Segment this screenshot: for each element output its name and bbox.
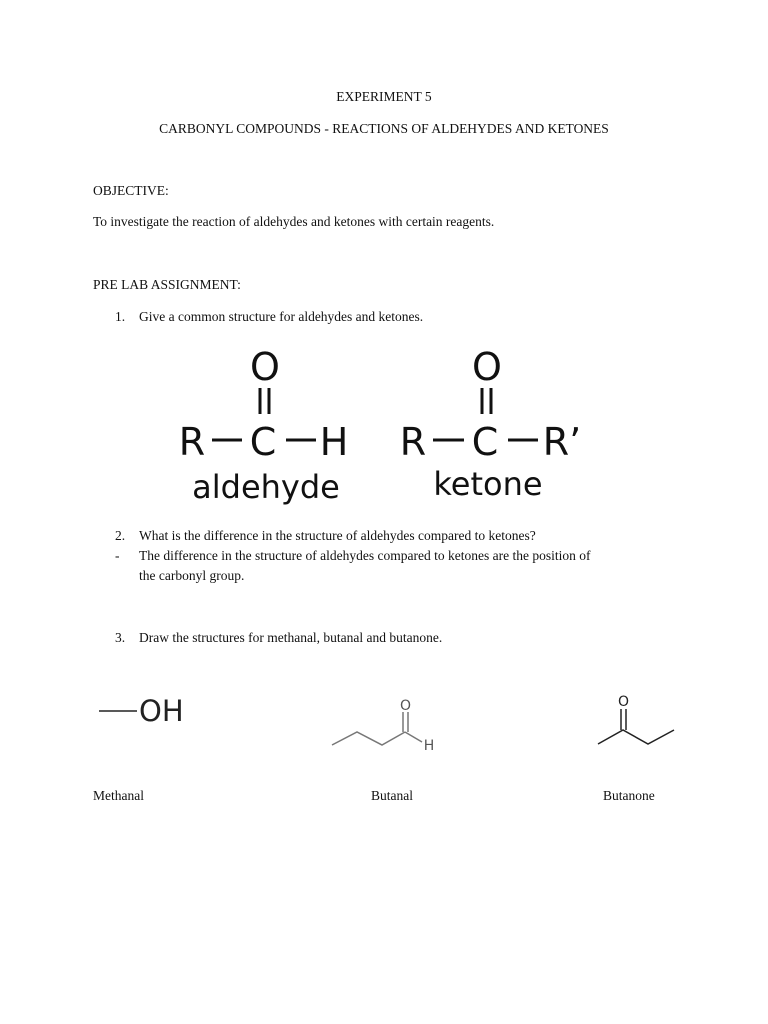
butanal-oxygen: O bbox=[399, 698, 412, 714]
aldehyde-carbon: C bbox=[249, 420, 277, 464]
answer-2-bullet: - bbox=[115, 548, 120, 563]
ketone-r-group: R bbox=[399, 420, 427, 464]
document-title: CARBONYL COMPOUNDS - REACTIONS OF ALDEHYDES AND KETONES bbox=[159, 121, 609, 136]
question-2-number: 2. bbox=[115, 528, 126, 543]
butanal-hydrogen: H bbox=[423, 738, 435, 754]
prelab-heading: PRE LAB ASSIGNMENT: bbox=[93, 277, 241, 292]
ketone-oxygen: O bbox=[472, 345, 502, 389]
butanone-structure bbox=[590, 690, 690, 750]
aldehyde-oxygen: O bbox=[250, 345, 280, 389]
butanal-bond-ch bbox=[405, 732, 422, 742]
ketone-structure bbox=[400, 345, 581, 503]
answer-2-line-2: the carbonyl group. bbox=[139, 568, 245, 583]
butanal-structure bbox=[325, 692, 445, 757]
methanal-structure bbox=[95, 690, 205, 735]
question-3-text: Draw the structures for methanal, butanal and butanone. bbox=[139, 630, 443, 645]
experiment-number: EXPERIMENT 5 bbox=[336, 89, 432, 104]
question-1-number: 1. bbox=[115, 309, 126, 324]
butanal-label: Butanal bbox=[371, 788, 413, 803]
butanone-oxygen: O bbox=[617, 694, 630, 710]
butanal-chain bbox=[332, 732, 405, 745]
objective-heading: OBJECTIVE: bbox=[93, 183, 169, 198]
question-2-text: What is the difference in the structure of aldehydes compared to ketones? bbox=[139, 528, 536, 543]
ketone-carbon: C bbox=[471, 420, 499, 464]
methanal-label: Methanal bbox=[93, 788, 144, 803]
aldehyde-structure bbox=[179, 345, 348, 506]
aldehyde-hydrogen: H bbox=[319, 420, 349, 464]
butanone-label: Butanone bbox=[603, 788, 655, 803]
question-3-number: 3. bbox=[115, 630, 126, 645]
methanal-hydroxyl: OH bbox=[139, 694, 184, 728]
question-1-text: Give a common structure for aldehydes and ketones. bbox=[139, 309, 424, 324]
answer-2-line-1: The difference in the structure of aldehydes compared to ketones are the position of bbox=[139, 548, 591, 563]
aldehyde-label: aldehyde bbox=[192, 468, 340, 506]
general-structures-figure bbox=[170, 340, 600, 515]
ketone-r-prime-group: R’ bbox=[542, 420, 582, 464]
ketone-label: ketone bbox=[433, 465, 543, 503]
butanone-chain bbox=[598, 730, 674, 744]
objective-text: To investigate the reaction of aldehydes and ketones with certain reagents. bbox=[93, 214, 495, 229]
aldehyde-r-group: R bbox=[178, 420, 206, 464]
